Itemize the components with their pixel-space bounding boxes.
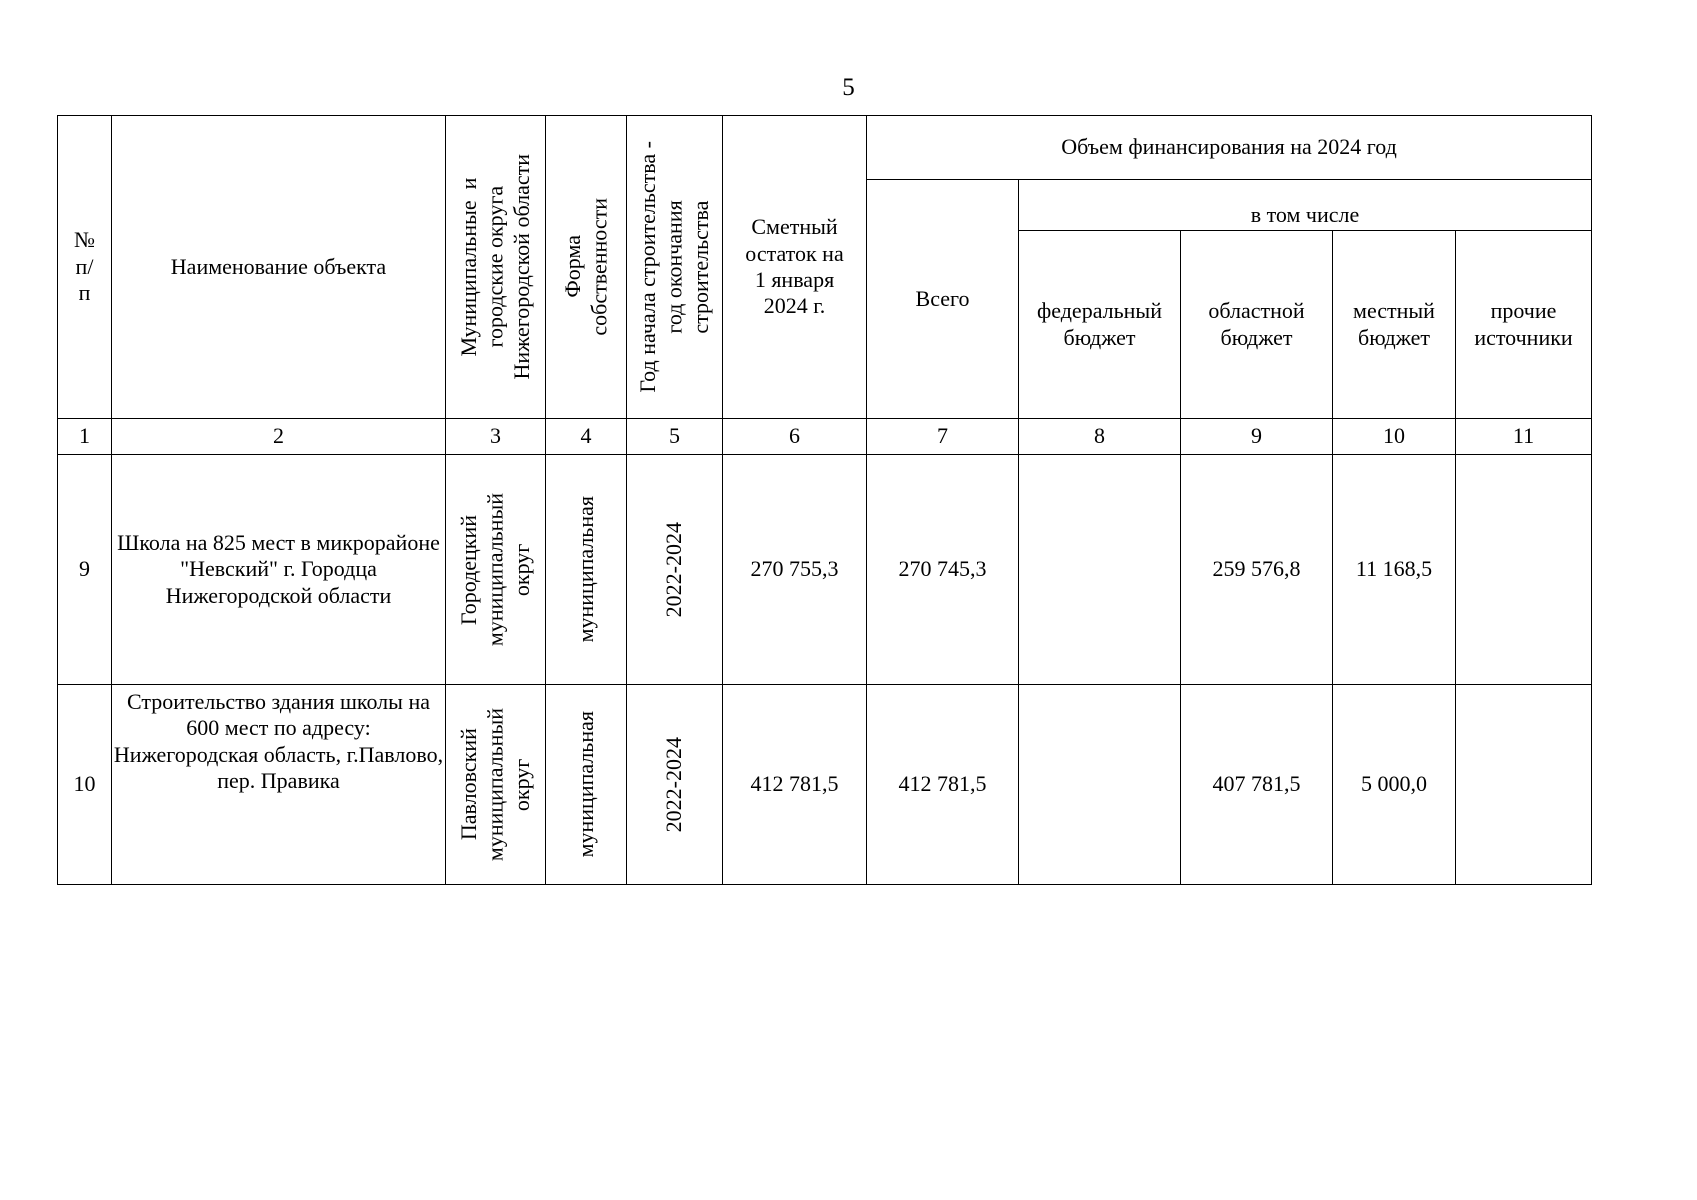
estimated-balance: 412 781,5 (723, 685, 867, 885)
total-amount: 412 781,5 (867, 685, 1019, 885)
header-financing-volume: Объем финансирования на 2024 год (867, 116, 1592, 180)
column-number: 4 (546, 419, 627, 455)
row-number: 9 (58, 455, 112, 685)
column-number: 7 (867, 419, 1019, 455)
header-construction-years: Год начала строительства - год окончания строительства (627, 116, 723, 419)
federal-budget (1019, 685, 1181, 885)
column-number: 8 (1019, 419, 1181, 455)
construction-years: 2022-2024 (627, 455, 723, 685)
regional-budget: 259 576,8 (1181, 455, 1333, 685)
federal-budget (1019, 455, 1181, 685)
column-number: 9 (1181, 419, 1333, 455)
header-federal-budget: федеральный бюджет (1019, 231, 1181, 419)
construction-years: 2022-2024 (627, 685, 723, 885)
object-name: Строительство здания школы на 600 мест по адресу: Нижегородская область, г.Павлово, пер. Правика (112, 685, 446, 885)
header-municipal-district: Муниципальные и городские округа Нижегородской области (446, 116, 546, 419)
table-row (58, 455, 1592, 685)
column-number: 6 (723, 419, 867, 455)
financing-table (57, 115, 1592, 885)
object-name: Школа на 825 мест в микрорайоне "Невский" г. Городца Нижегородской области (112, 455, 446, 685)
row-number: 10 (58, 685, 112, 885)
municipal-district: Городецкий муниципальный округ (446, 455, 546, 685)
regional-budget: 407 781,5 (1181, 685, 1333, 885)
column-number: 5 (627, 419, 723, 455)
column-number: 3 (446, 419, 546, 455)
header-object-name: Наименование объекта (112, 116, 446, 419)
header-local-budget: местный бюджет (1333, 231, 1456, 419)
column-number: 2 (112, 419, 446, 455)
ownership-form: муниципальная (546, 455, 627, 685)
header-total: Всего (867, 180, 1019, 419)
header-ownership-form: Форма собственности (546, 116, 627, 419)
municipal-district: Павловский муниципальный округ (446, 685, 546, 885)
local-budget: 11 168,5 (1333, 455, 1456, 685)
table-row (58, 685, 1592, 885)
column-number: 11 (1456, 419, 1592, 455)
local-budget: 5 000,0 (1333, 685, 1456, 885)
estimated-balance: 270 755,3 (723, 455, 867, 685)
other-sources (1456, 455, 1592, 685)
header-including: в том числе (1019, 180, 1592, 231)
page-number: 5 (842, 74, 855, 101)
header-other-sources: прочие источники (1456, 231, 1592, 419)
column-number: 1 (58, 419, 112, 455)
header-estimated-balance: Сметный остаток на 1 января 2024 г. (723, 116, 867, 419)
column-number: 10 (1333, 419, 1456, 455)
ownership-form: муниципальная (546, 685, 627, 885)
header-regional-budget: областной бюджет (1181, 231, 1333, 419)
total-amount: 270 745,3 (867, 455, 1019, 685)
header-no: № п/ п (58, 116, 112, 419)
column-number-row (58, 419, 1592, 455)
other-sources (1456, 685, 1592, 885)
